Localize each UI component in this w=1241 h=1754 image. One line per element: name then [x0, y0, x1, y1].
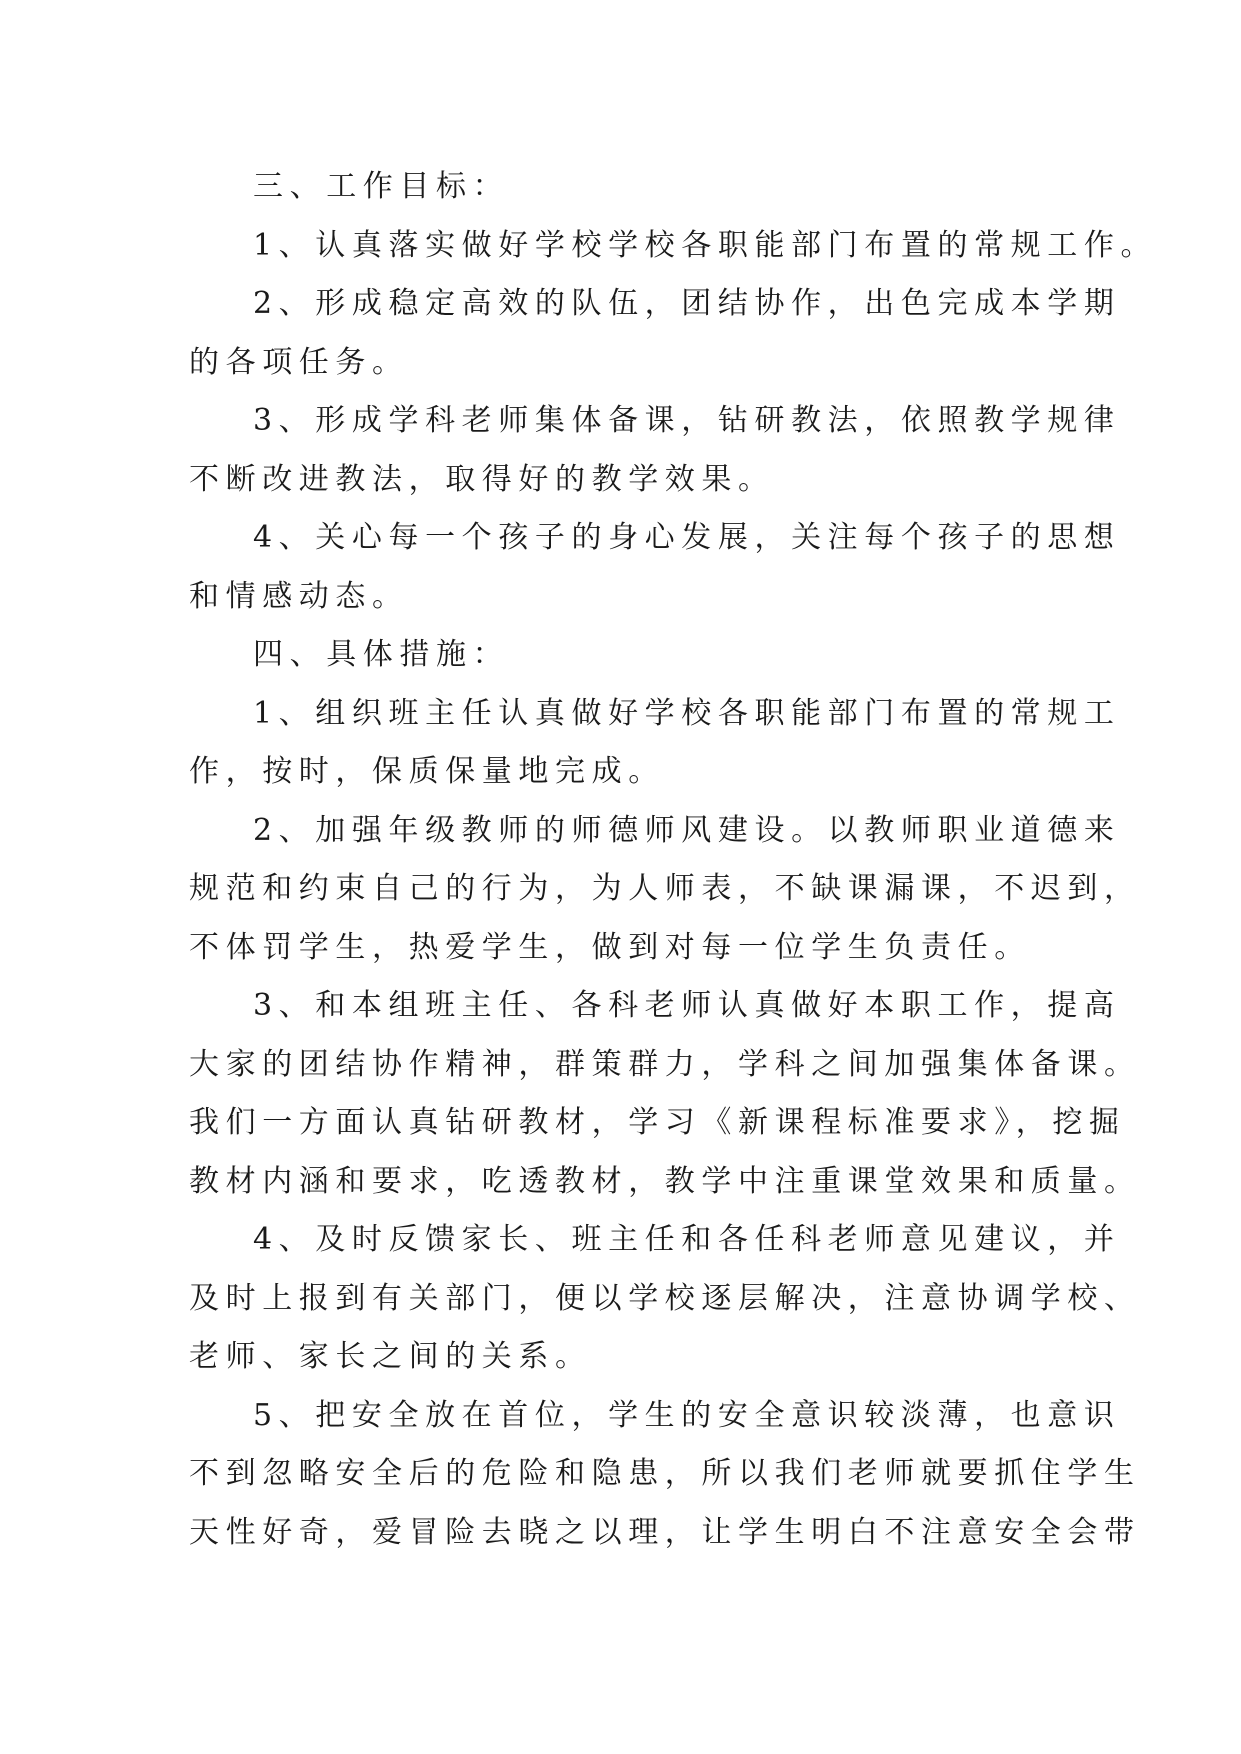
paragraph-line: 2、加强年级教师的师德师风建设。以教师职业道德来 [253, 812, 1121, 848]
paragraph-line: 1、组织班主任认真做好学校各职能部门布置的常规工 [253, 695, 1121, 731]
paragraph-line: 不断改进教法，取得好的教学效果。 [189, 461, 775, 497]
paragraph-line: 大家的团结协作精神，群策群力，学科之间加强集体备课。 [189, 1046, 1141, 1082]
paragraph-line: 不到忽略安全后的危险和隐患，所以我们老师就要抓住学生 [189, 1456, 1141, 1491]
paragraph-line: 4、及时反馈家长、班主任和各任科老师意见建议，并 [253, 1222, 1121, 1257]
paragraph-line: 3、和本组班主任、各科老师认真做好本职工作，提高 [253, 988, 1121, 1023]
paragraph-line: 1、认真落实做好学校学校各职能部门布置的常规工作。 [253, 227, 1158, 263]
document-body [189, 158, 1158, 1562]
paragraph-line: 规范和约束自己的行为，为人师表，不缺课漏课，不迟到， [189, 871, 1141, 906]
paragraph-line: 5、把安全放在首位，学生的安全意识较淡薄，也意识 [253, 1397, 1121, 1433]
paragraph-line: 作，按时，保质保量地完成。 [189, 754, 665, 789]
paragraph-line: 4、关心每一个孩子的身心发展，关注每个孩子的思想 [253, 520, 1121, 555]
paragraph-line: 及时上报到有关部门，便以学校逐层解决，注意协调学校、 [189, 1280, 1141, 1316]
paragraph-line: 教材内涵和要求，吃透教材，教学中注重课堂效果和质量。 [189, 1163, 1141, 1199]
section-heading-3: 三、工作目标： [253, 169, 510, 204]
paragraph-line: 我们一方面认真钻研教材，学习《新课程标准要求》，挖掘 [189, 1105, 1126, 1140]
paragraph-line: 天性好奇，爱冒险去晓之以理，让学生明白不注意安全会带 [189, 1514, 1141, 1550]
paragraph-line: 的各项任务。 [189, 344, 409, 380]
paragraph-line: 3、形成学科老师集体备课，钻研教法，依照教学规律 [253, 403, 1121, 438]
paragraph-line: 2、形成稳定高效的队伍，团结协作，出色完成本学期 [253, 286, 1121, 321]
section-heading-4: 四、具体措施： [253, 637, 510, 672]
paragraph-line: 不体罚学生，热爱学生，做到对每一位学生负责任。 [189, 929, 1031, 965]
paragraph-line: 老师、家长之间的关系。 [189, 1339, 592, 1374]
paragraph-line: 和情感动态。 [189, 578, 409, 614]
